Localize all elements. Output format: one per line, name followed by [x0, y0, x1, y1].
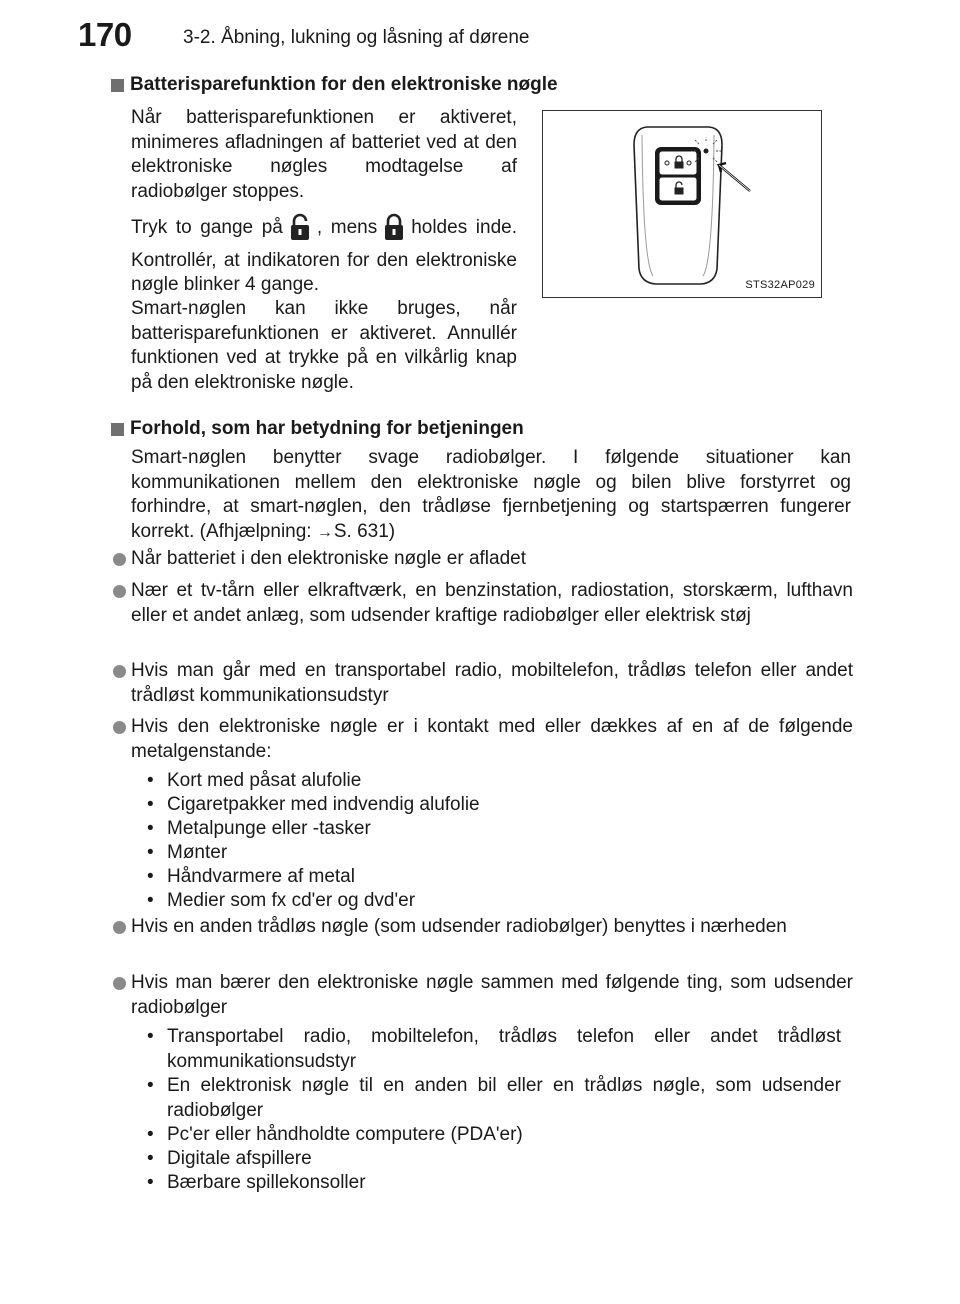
paragraph-conditions-intro [131, 446, 851, 545]
list-item [111, 915, 853, 940]
circle-bullet-icon [111, 915, 131, 939]
section-heading-conditions [111, 418, 524, 440]
section-heading-text: Batterisparefunktion for den elektroniske nøgle [130, 74, 558, 95]
figure-code: STS32AP029 [745, 279, 815, 291]
section-heading-battery-save [111, 74, 558, 96]
circle-bullet-icon [111, 715, 131, 739]
bullet-text: Hvis en anden trådløs nøgle (som udsender radiobølger) benyttes i nærheden [131, 916, 787, 937]
sub-list-item: • En elektronisk nøgle til en anden bil eller en trådløs nøgle, som udsender radiobølger [147, 1075, 841, 1121]
sub-list-item: • Mønter [147, 842, 228, 863]
howto-text-b: , mens [316, 217, 378, 238]
circle-bullet-icon [111, 659, 131, 683]
sub-list-item: • Digitale afspillere [147, 1148, 312, 1169]
sub-list-item: • Håndvarmere af metal [147, 866, 355, 887]
chapter-title: 3-2. Åbning, lukning og låsning af dørene [183, 27, 530, 48]
sub-list-item: • Transportabel radio, mobiltelefon, trådløs telefon eller andet trådløst kommunikationsudstyr [147, 1026, 841, 1072]
list-item [111, 547, 853, 572]
sub-list-item: • Pc'er eller håndholdte computere (PDA'er) [147, 1124, 523, 1145]
bullet-text: Hvis man bærer den elektroniske nøgle sammen med følgende ting, som udsender radiobølger [131, 972, 853, 1018]
circle-bullet-icon [111, 579, 131, 603]
paragraph-battery-save-howto [131, 213, 517, 298]
paragraph-battery-save-intro: Når batterisparefunktionen er aktiveret, minimeres afladningen af batteriet ved at den elektroniske nøgles modtagelse af radiobølger stoppes. [131, 107, 517, 202]
list-item [111, 579, 853, 628]
howto-text-c: holdes inde. Kontrollér, at indikatoren for den elektroniske nøgle blinker 4 gange. [131, 217, 517, 295]
list-item [111, 715, 853, 764]
lock-button-icon [289, 213, 311, 249]
list-item [111, 659, 853, 708]
intro-text: Smart-nøglen benytter svage radiobølger. I følgende situationer kan kommunikationen mellem den elektroniske nøgle og bilen blive forstyrret og forhindre, at smart-nøglen, den trådløse fjernbetjening og startspærren fungerer korrekt. (Afhjælpning: [131, 447, 851, 542]
bullet-text: Når batteriet i den elektroniske nøgle er afladet [131, 548, 526, 569]
sub-list-item: • Bærbare spillekonsoller [147, 1172, 366, 1193]
page-number: 170 [78, 16, 132, 53]
square-bullet-icon [111, 79, 124, 92]
page-reference: S. 631) [333, 520, 396, 542]
figure-electronic-key [542, 110, 822, 298]
sub-list-item: • Medier som fx cd'er og dvd'er [147, 890, 416, 911]
sub-list-item: • Metalpunge eller -tasker [147, 818, 371, 839]
sub-list-item: • Cigaretpakker med indvendig alufolie [147, 794, 480, 815]
paragraph-battery-save-note: Smart-nøglen kan ikke bruges, når batterisparefunktionen er aktiveret. Annullér funktionen ved at trykke på en vilkårlig knap på den elektroniske nøgle. [131, 298, 517, 393]
bullet-text: Nær et tv-tårn eller elkraftværk, en benzinstation, radiostation, storskærm, lufthavn eller et andet anlæg, som udsender kraftige radiobølger eller elektrisk støj [131, 580, 853, 626]
list-item [111, 971, 853, 1020]
sub-list-item: • Kort med påsat alufolie [147, 770, 362, 791]
howto-text-a: Tryk to gange på [131, 217, 283, 238]
bullet-text: Hvis man går med en transportabel radio, mobiltelefon, trådløs telefon eller andet trådløst kommunikationsudstyr [131, 660, 853, 706]
electronic-key-illustration [543, 111, 820, 296]
circle-bullet-icon [111, 547, 131, 571]
section-heading-text: Forhold, som har betydning for betjeningen [130, 418, 524, 439]
bullet-text: Hvis den elektroniske nøgle er i kontakt med eller dækkes af en af de følgende metalgenstande: [131, 716, 853, 762]
unlock-button-icon [383, 213, 405, 249]
circle-bullet-icon [111, 971, 131, 995]
arrow-right-icon: → [316, 523, 333, 541]
square-bullet-icon [111, 423, 124, 436]
